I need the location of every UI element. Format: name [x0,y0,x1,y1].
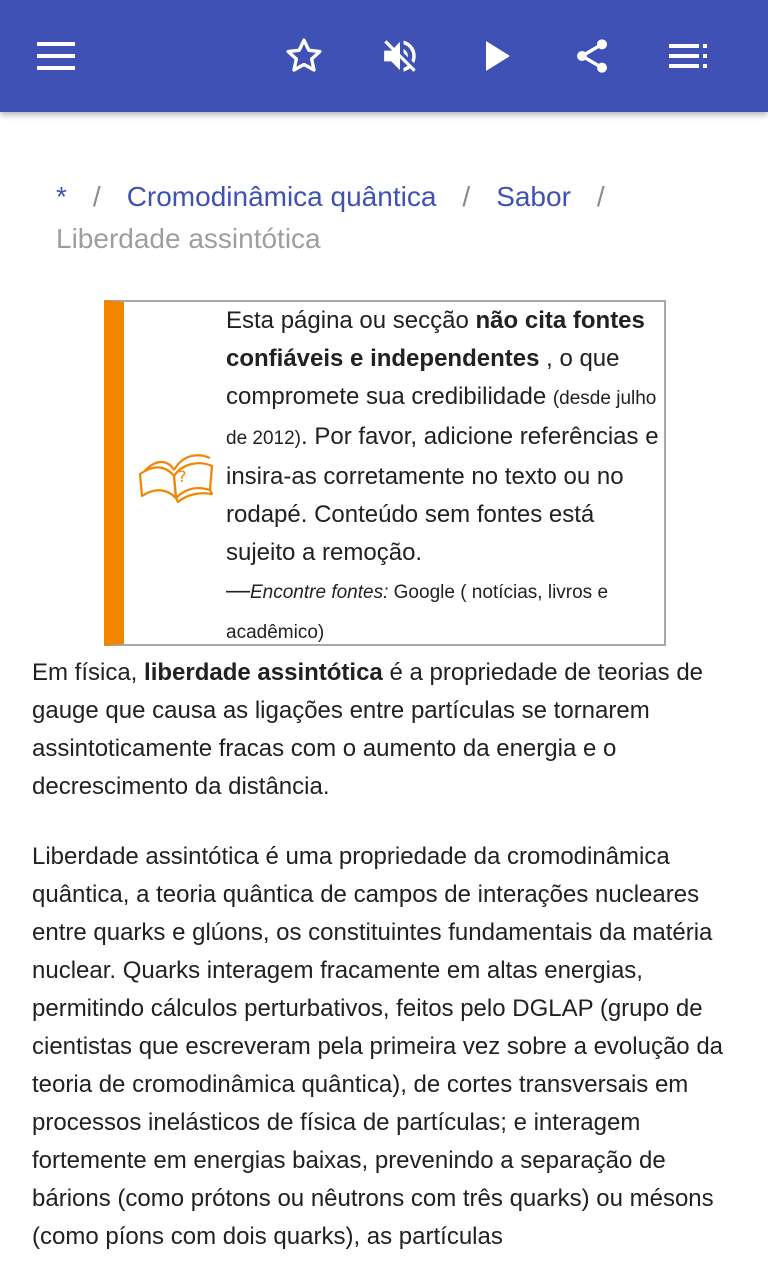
mute-button[interactable] [368,24,432,88]
unsourced-notice-box [104,300,666,646]
notice-bold: não cita fontes confiáveis e independentes [226,307,645,372]
menu-button[interactable] [24,24,88,88]
breadcrumb-link-sabor[interactable]: Sabor [496,181,571,212]
svg-text:?: ? [178,467,187,486]
article-paragraph-1 [32,654,740,806]
notice-sources-links[interactable]: Google ( notícias, livros e acadêmico) [226,582,609,643]
share-icon [572,35,612,77]
breadcrumb-current-page: Liberdade assintótica [56,223,321,254]
share-button[interactable] [560,24,624,88]
breadcrumb [56,176,736,260]
notice-dash: — [226,577,250,604]
notice-date: (desde julho de 2012) [226,388,657,449]
article-body [32,654,740,1280]
volume-off-icon [379,35,421,77]
breadcrumb-separator: / [92,181,101,212]
breadcrumb-link-cromodinamica[interactable]: Cromodinâmica quântica [126,181,437,212]
play-button[interactable] [466,24,530,88]
breadcrumb-separator: / [596,181,605,212]
notice-text [226,302,666,652]
breadcrumb-separator: / [462,181,471,212]
app-bar [0,0,768,112]
breadcrumb-home-link[interactable]: * [56,181,67,212]
article-term-bold: liberdade assintótica [144,659,383,686]
play-icon [484,40,512,72]
favorite-button[interactable] [272,24,336,88]
article-paragraph-2: Liberdade assintótica é uma propriedade da cromodinâmica quântica, a teoria quântica de campos de interações nucleares entre quarks e glúons, os constituintes fundamentais da matéria nuclear. Quarks interagem fracamente em altas energias, permitindo cálculos perturbativos, feitos pelo DGLAP (grupo de cientistas que escreveram pela primeira vez sobre a evolução da teoria de cromodinâmica quântica), de cortes transversais em processos inelásticos de física de partículas; e interagem fortemente em energias baixas, prevenindo a separação de bárions (como prótons ou nêutrons com três quarks) ou mésons (como píons com dois quarks), as partículas [32,843,724,1250]
table-of-contents-icon [669,44,707,68]
book-question-icon [136,442,216,504]
paragraph-text: Em física, [32,659,145,686]
contents-button[interactable] [656,24,720,88]
notice-line2: , o que compromete sua credibilidade [226,345,620,410]
notice-line3: . Por favor, adicione referências e insira-as corretamente no texto ou no rodapé. Conteúdo sem fontes está sujeito a remoção. [226,423,659,566]
notice-line1: Esta página ou secção [226,307,476,334]
hamburger-menu-icon [37,42,75,70]
paragraph-text: é a propriedade de teorias de gauge que causa as ligações entre partículas se tornarem assintoticamente fracas com o aumento da energia e o decrescimento da distância. [32,659,704,800]
star-outline-icon [283,36,325,76]
notice-find-sources: Encontre fontes: [250,582,389,603]
